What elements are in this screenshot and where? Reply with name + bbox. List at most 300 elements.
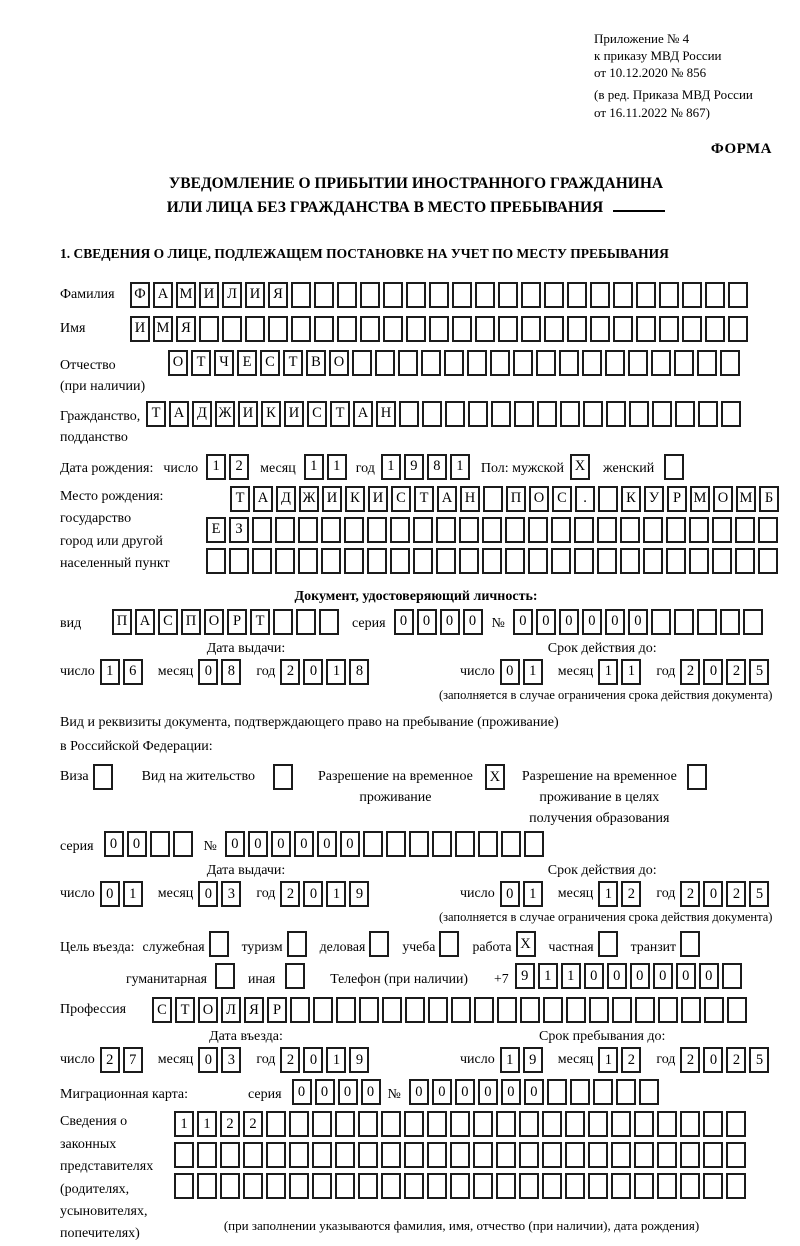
char-box[interactable] <box>491 401 511 427</box>
char-box[interactable] <box>398 350 418 376</box>
char-box[interactable] <box>606 401 626 427</box>
char-box[interactable]: А <box>135 609 155 635</box>
char-box[interactable] <box>455 831 475 857</box>
char-box[interactable]: 6 <box>123 659 143 685</box>
char-box[interactable]: Т <box>175 997 195 1023</box>
char-box[interactable] <box>381 1111 401 1137</box>
char-box[interactable]: Я <box>268 282 288 308</box>
char-box[interactable] <box>459 517 479 543</box>
char-box[interactable]: А <box>437 486 457 512</box>
char-box[interactable] <box>611 1111 631 1137</box>
char-box[interactable]: И <box>238 401 258 427</box>
char-box[interactable]: 1 <box>327 454 347 480</box>
char-box[interactable]: О <box>198 997 218 1023</box>
char-box[interactable]: Ж <box>299 486 319 512</box>
char-box[interactable]: 0 <box>699 963 719 989</box>
char-box[interactable] <box>496 1142 516 1168</box>
char-box[interactable]: Р <box>227 609 247 635</box>
char-box[interactable] <box>422 401 442 427</box>
char-box[interactable] <box>547 1079 567 1105</box>
char-box[interactable]: Н <box>376 401 396 427</box>
char-box[interactable] <box>483 486 503 512</box>
char-box[interactable] <box>551 548 571 574</box>
char-box[interactable] <box>574 548 594 574</box>
char-box[interactable] <box>275 548 295 574</box>
char-box[interactable] <box>726 1111 746 1137</box>
char-box[interactable]: 1 <box>523 659 543 685</box>
char-box[interactable] <box>682 282 702 308</box>
char-box[interactable] <box>528 517 548 543</box>
char-box[interactable]: Ч <box>214 350 234 376</box>
char-box[interactable] <box>367 548 387 574</box>
char-box[interactable]: 0 <box>198 881 218 907</box>
char-box[interactable]: Я <box>176 316 196 342</box>
char-box[interactable] <box>501 831 521 857</box>
char-box[interactable] <box>336 997 356 1023</box>
char-box[interactable] <box>428 997 448 1023</box>
char-box[interactable]: 9 <box>515 963 535 989</box>
char-box[interactable]: 1 <box>326 1047 346 1073</box>
char-box[interactable] <box>289 1142 309 1168</box>
char-box[interactable]: 2 <box>726 881 746 907</box>
char-box[interactable]: 1 <box>304 454 324 480</box>
char-box[interactable] <box>429 316 449 342</box>
char-box[interactable]: 0 <box>676 963 696 989</box>
checkbox-temp-residence-permit[interactable]: X <box>485 764 505 790</box>
char-box[interactable]: 3 <box>221 881 241 907</box>
char-box[interactable] <box>682 316 702 342</box>
char-box[interactable] <box>605 350 625 376</box>
char-box[interactable]: 1 <box>381 454 401 480</box>
char-box[interactable] <box>344 517 364 543</box>
char-box[interactable]: Н <box>460 486 480 512</box>
char-box[interactable]: 0 <box>303 659 323 685</box>
char-box[interactable] <box>206 548 226 574</box>
char-box[interactable] <box>432 831 452 857</box>
checkbox-education-permit[interactable] <box>687 764 707 790</box>
char-box[interactable] <box>698 401 718 427</box>
char-box[interactable] <box>643 548 663 574</box>
char-box[interactable] <box>360 282 380 308</box>
char-box[interactable]: Т <box>330 401 350 427</box>
char-box[interactable]: 1 <box>123 881 143 907</box>
char-box[interactable] <box>478 831 498 857</box>
char-box[interactable] <box>613 316 633 342</box>
char-box[interactable]: 0 <box>294 831 314 857</box>
char-box[interactable] <box>358 1111 378 1137</box>
char-box[interactable]: Т <box>230 486 250 512</box>
char-box[interactable] <box>452 282 472 308</box>
char-box[interactable]: У <box>644 486 664 512</box>
char-box[interactable]: 0 <box>104 831 124 857</box>
char-box[interactable] <box>680 1173 700 1199</box>
char-box[interactable] <box>473 1111 493 1137</box>
char-box[interactable] <box>588 1173 608 1199</box>
char-box[interactable] <box>657 1173 677 1199</box>
char-box[interactable] <box>727 997 747 1023</box>
char-box[interactable] <box>150 831 170 857</box>
char-box[interactable]: 0 <box>100 881 120 907</box>
char-box[interactable] <box>381 1173 401 1199</box>
char-box[interactable] <box>629 401 649 427</box>
char-box[interactable] <box>497 997 517 1023</box>
char-box[interactable]: 0 <box>463 609 483 635</box>
char-box[interactable]: 0 <box>584 963 604 989</box>
char-box[interactable] <box>482 548 502 574</box>
char-box[interactable] <box>542 1173 562 1199</box>
char-box[interactable] <box>344 548 364 574</box>
char-box[interactable]: 0 <box>500 881 520 907</box>
char-box[interactable]: 2 <box>220 1111 240 1137</box>
char-box[interactable] <box>243 1173 263 1199</box>
char-box[interactable]: 1 <box>621 659 641 685</box>
char-box[interactable] <box>620 548 640 574</box>
char-box[interactable]: И <box>130 316 150 342</box>
char-box[interactable] <box>413 517 433 543</box>
char-box[interactable] <box>598 486 618 512</box>
char-box[interactable] <box>681 997 701 1023</box>
char-box[interactable] <box>406 316 426 342</box>
char-box[interactable] <box>173 831 193 857</box>
char-box[interactable]: 2 <box>680 881 700 907</box>
char-box[interactable]: 8 <box>427 454 447 480</box>
char-box[interactable] <box>735 548 755 574</box>
char-box[interactable] <box>363 831 383 857</box>
char-box[interactable]: 2 <box>680 659 700 685</box>
char-box[interactable]: П <box>181 609 201 635</box>
char-box[interactable] <box>197 1173 217 1199</box>
char-box[interactable]: Л <box>221 997 241 1023</box>
char-box[interactable]: 0 <box>630 963 650 989</box>
char-box[interactable]: 2 <box>621 1047 641 1073</box>
char-box[interactable] <box>404 1111 424 1137</box>
char-box[interactable]: Д <box>192 401 212 427</box>
char-box[interactable]: 3 <box>221 1047 241 1073</box>
char-box[interactable] <box>565 1142 585 1168</box>
char-box[interactable] <box>520 997 540 1023</box>
char-box[interactable]: С <box>307 401 327 427</box>
char-box[interactable] <box>413 548 433 574</box>
char-box[interactable]: 5 <box>749 1047 769 1073</box>
char-box[interactable]: 2 <box>621 881 641 907</box>
char-box[interactable]: 2 <box>243 1111 263 1137</box>
char-box[interactable]: С <box>158 609 178 635</box>
char-box[interactable] <box>551 517 571 543</box>
char-box[interactable] <box>537 401 557 427</box>
char-box[interactable] <box>611 1142 631 1168</box>
char-box[interactable] <box>720 350 740 376</box>
char-box[interactable]: О <box>713 486 733 512</box>
char-box[interactable]: 0 <box>628 609 648 635</box>
char-box[interactable] <box>296 609 316 635</box>
char-box[interactable]: 1 <box>450 454 470 480</box>
char-box[interactable] <box>583 401 603 427</box>
char-box[interactable] <box>321 517 341 543</box>
char-box[interactable] <box>704 997 724 1023</box>
char-box[interactable] <box>450 1142 470 1168</box>
char-box[interactable] <box>567 316 587 342</box>
char-box[interactable]: 0 <box>703 1047 723 1073</box>
char-box[interactable] <box>243 1142 263 1168</box>
char-box[interactable] <box>657 1142 677 1168</box>
char-box[interactable] <box>659 282 679 308</box>
char-box[interactable]: 2 <box>280 659 300 685</box>
char-box[interactable]: М <box>736 486 756 512</box>
char-box[interactable] <box>588 1111 608 1137</box>
char-box[interactable] <box>298 548 318 574</box>
char-box[interactable] <box>634 1142 654 1168</box>
char-box[interactable] <box>451 997 471 1023</box>
char-box[interactable] <box>427 1111 447 1137</box>
char-box[interactable]: 1 <box>561 963 581 989</box>
char-box[interactable] <box>720 609 740 635</box>
char-box[interactable]: 2 <box>280 881 300 907</box>
char-box[interactable] <box>758 517 778 543</box>
char-box[interactable] <box>266 1142 286 1168</box>
char-box[interactable] <box>375 350 395 376</box>
char-box[interactable]: 0 <box>536 609 556 635</box>
char-box[interactable] <box>652 401 672 427</box>
char-box[interactable] <box>436 517 456 543</box>
char-box[interactable] <box>252 548 272 574</box>
char-box[interactable] <box>498 316 518 342</box>
char-box[interactable] <box>409 831 429 857</box>
char-box[interactable]: 2 <box>726 659 746 685</box>
char-box[interactable] <box>528 548 548 574</box>
char-box[interactable]: Т <box>191 350 211 376</box>
char-box[interactable] <box>574 517 594 543</box>
char-box[interactable] <box>452 316 472 342</box>
char-box[interactable] <box>404 1142 424 1168</box>
char-box[interactable]: С <box>152 997 172 1023</box>
char-box[interactable] <box>524 831 544 857</box>
char-box[interactable] <box>634 1173 654 1199</box>
char-box[interactable] <box>675 401 695 427</box>
checkbox-humanitarian[interactable] <box>215 963 235 989</box>
checkbox-other[interactable] <box>285 963 305 989</box>
checkbox-female[interactable] <box>664 454 684 480</box>
char-box[interactable]: 5 <box>749 881 769 907</box>
char-box[interactable] <box>570 1079 590 1105</box>
char-box[interactable]: К <box>621 486 641 512</box>
char-box[interactable]: 0 <box>315 1079 335 1105</box>
char-box[interactable] <box>666 517 686 543</box>
char-box[interactable]: К <box>345 486 365 512</box>
char-box[interactable] <box>565 1173 585 1199</box>
char-box[interactable]: 0 <box>303 1047 323 1073</box>
char-box[interactable]: 0 <box>524 1079 544 1105</box>
char-box[interactable]: Д <box>276 486 296 512</box>
checkbox-official[interactable] <box>209 931 229 957</box>
char-box[interactable] <box>519 1173 539 1199</box>
checkbox-study[interactable] <box>439 931 459 957</box>
char-box[interactable]: 0 <box>501 1079 521 1105</box>
char-box[interactable] <box>335 1142 355 1168</box>
char-box[interactable]: 2 <box>680 1047 700 1073</box>
char-box[interactable]: Т <box>250 609 270 635</box>
char-box[interactable] <box>197 1142 217 1168</box>
char-box[interactable]: 2 <box>280 1047 300 1073</box>
char-box[interactable] <box>651 350 671 376</box>
char-box[interactable] <box>275 517 295 543</box>
char-box[interactable]: С <box>260 350 280 376</box>
char-box[interactable] <box>636 316 656 342</box>
char-box[interactable] <box>482 517 502 543</box>
char-box[interactable]: Т <box>146 401 166 427</box>
char-box[interactable] <box>590 316 610 342</box>
char-box[interactable] <box>542 1142 562 1168</box>
char-box[interactable]: И <box>245 282 265 308</box>
char-box[interactable] <box>475 282 495 308</box>
char-box[interactable] <box>359 997 379 1023</box>
char-box[interactable]: 0 <box>605 609 625 635</box>
char-box[interactable] <box>680 1111 700 1137</box>
checkbox-visa[interactable] <box>93 764 113 790</box>
char-box[interactable] <box>498 282 518 308</box>
char-box[interactable] <box>199 316 219 342</box>
char-box[interactable] <box>405 997 425 1023</box>
char-box[interactable]: 0 <box>394 609 414 635</box>
checkbox-residence-permit[interactable] <box>273 764 293 790</box>
char-box[interactable] <box>703 1173 723 1199</box>
char-box[interactable]: 0 <box>455 1079 475 1105</box>
char-box[interactable] <box>314 316 334 342</box>
char-box[interactable]: 2 <box>726 1047 746 1073</box>
char-box[interactable] <box>519 1142 539 1168</box>
char-box[interactable] <box>726 1173 746 1199</box>
checkbox-business[interactable] <box>369 931 389 957</box>
char-box[interactable]: 7 <box>123 1047 143 1073</box>
char-box[interactable] <box>703 1142 723 1168</box>
char-box[interactable] <box>468 401 488 427</box>
char-box[interactable]: 1 <box>598 881 618 907</box>
char-box[interactable] <box>382 997 402 1023</box>
char-box[interactable]: 0 <box>607 963 627 989</box>
char-box[interactable] <box>674 350 694 376</box>
char-box[interactable]: Л <box>222 282 242 308</box>
char-box[interactable]: Т <box>414 486 434 512</box>
char-box[interactable] <box>697 350 717 376</box>
char-box[interactable] <box>712 548 732 574</box>
char-box[interactable]: Е <box>237 350 257 376</box>
char-box[interactable] <box>567 282 587 308</box>
char-box[interactable]: 0 <box>478 1079 498 1105</box>
char-box[interactable] <box>266 1111 286 1137</box>
char-box[interactable] <box>312 1142 332 1168</box>
char-box[interactable] <box>616 1079 636 1105</box>
char-box[interactable] <box>220 1173 240 1199</box>
char-box[interactable] <box>386 831 406 857</box>
char-box[interactable] <box>390 548 410 574</box>
char-box[interactable] <box>628 350 648 376</box>
char-box[interactable]: М <box>690 486 710 512</box>
char-box[interactable] <box>521 316 541 342</box>
char-box[interactable] <box>475 316 495 342</box>
char-box[interactable]: И <box>199 282 219 308</box>
char-box[interactable] <box>266 1173 286 1199</box>
char-box[interactable] <box>542 1111 562 1137</box>
char-box[interactable] <box>743 609 763 635</box>
char-box[interactable] <box>536 350 556 376</box>
char-box[interactable]: 8 <box>221 659 241 685</box>
char-box[interactable] <box>289 1111 309 1137</box>
char-box[interactable] <box>505 517 525 543</box>
char-box[interactable] <box>521 282 541 308</box>
char-box[interactable] <box>544 316 564 342</box>
char-box[interactable]: 1 <box>206 454 226 480</box>
char-box[interactable] <box>658 997 678 1023</box>
char-box[interactable]: 0 <box>248 831 268 857</box>
char-box[interactable]: О <box>204 609 224 635</box>
char-box[interactable] <box>496 1111 516 1137</box>
char-box[interactable]: 0 <box>703 659 723 685</box>
char-box[interactable]: Е <box>206 517 226 543</box>
char-box[interactable]: Ж <box>215 401 235 427</box>
char-box[interactable]: П <box>506 486 526 512</box>
char-box[interactable]: 1 <box>538 963 558 989</box>
char-box[interactable] <box>590 282 610 308</box>
char-box[interactable] <box>680 1142 700 1168</box>
char-box[interactable] <box>566 997 586 1023</box>
char-box[interactable]: С <box>391 486 411 512</box>
char-box[interactable] <box>381 1142 401 1168</box>
char-box[interactable]: 0 <box>417 609 437 635</box>
char-box[interactable] <box>337 316 357 342</box>
char-box[interactable] <box>427 1173 447 1199</box>
checkbox-tourism[interactable] <box>287 931 307 957</box>
char-box[interactable] <box>657 1111 677 1137</box>
char-box[interactable]: 0 <box>513 609 533 635</box>
char-box[interactable] <box>444 350 464 376</box>
checkbox-private[interactable] <box>598 931 618 957</box>
char-box[interactable] <box>367 517 387 543</box>
char-box[interactable]: 9 <box>523 1047 543 1073</box>
char-box[interactable] <box>589 997 609 1023</box>
char-box[interactable] <box>312 1111 332 1137</box>
char-box[interactable] <box>312 1173 332 1199</box>
char-box[interactable] <box>390 517 410 543</box>
char-box[interactable]: 0 <box>303 881 323 907</box>
char-box[interactable] <box>758 548 778 574</box>
char-box[interactable]: 0 <box>317 831 337 857</box>
char-box[interactable] <box>721 401 741 427</box>
char-box[interactable]: И <box>322 486 342 512</box>
char-box[interactable] <box>712 517 732 543</box>
char-box[interactable] <box>728 316 748 342</box>
char-box[interactable] <box>273 609 293 635</box>
char-box[interactable]: Я <box>244 997 264 1023</box>
char-box[interactable] <box>421 350 441 376</box>
char-box[interactable]: 0 <box>582 609 602 635</box>
char-box[interactable]: 1 <box>326 881 346 907</box>
char-box[interactable]: 0 <box>338 1079 358 1105</box>
char-box[interactable] <box>705 316 725 342</box>
checkbox-transit[interactable] <box>680 931 700 957</box>
char-box[interactable]: Т <box>283 350 303 376</box>
char-box[interactable]: 5 <box>749 659 769 685</box>
char-box[interactable] <box>674 609 694 635</box>
char-box[interactable]: . <box>575 486 595 512</box>
char-box[interactable] <box>582 350 602 376</box>
char-box[interactable]: 2 <box>229 454 249 480</box>
char-box[interactable] <box>450 1173 470 1199</box>
char-box[interactable]: Р <box>667 486 687 512</box>
char-box[interactable] <box>513 350 533 376</box>
char-box[interactable]: О <box>329 350 349 376</box>
char-box[interactable] <box>473 1173 493 1199</box>
char-box[interactable] <box>505 548 525 574</box>
char-box[interactable]: 0 <box>432 1079 452 1105</box>
